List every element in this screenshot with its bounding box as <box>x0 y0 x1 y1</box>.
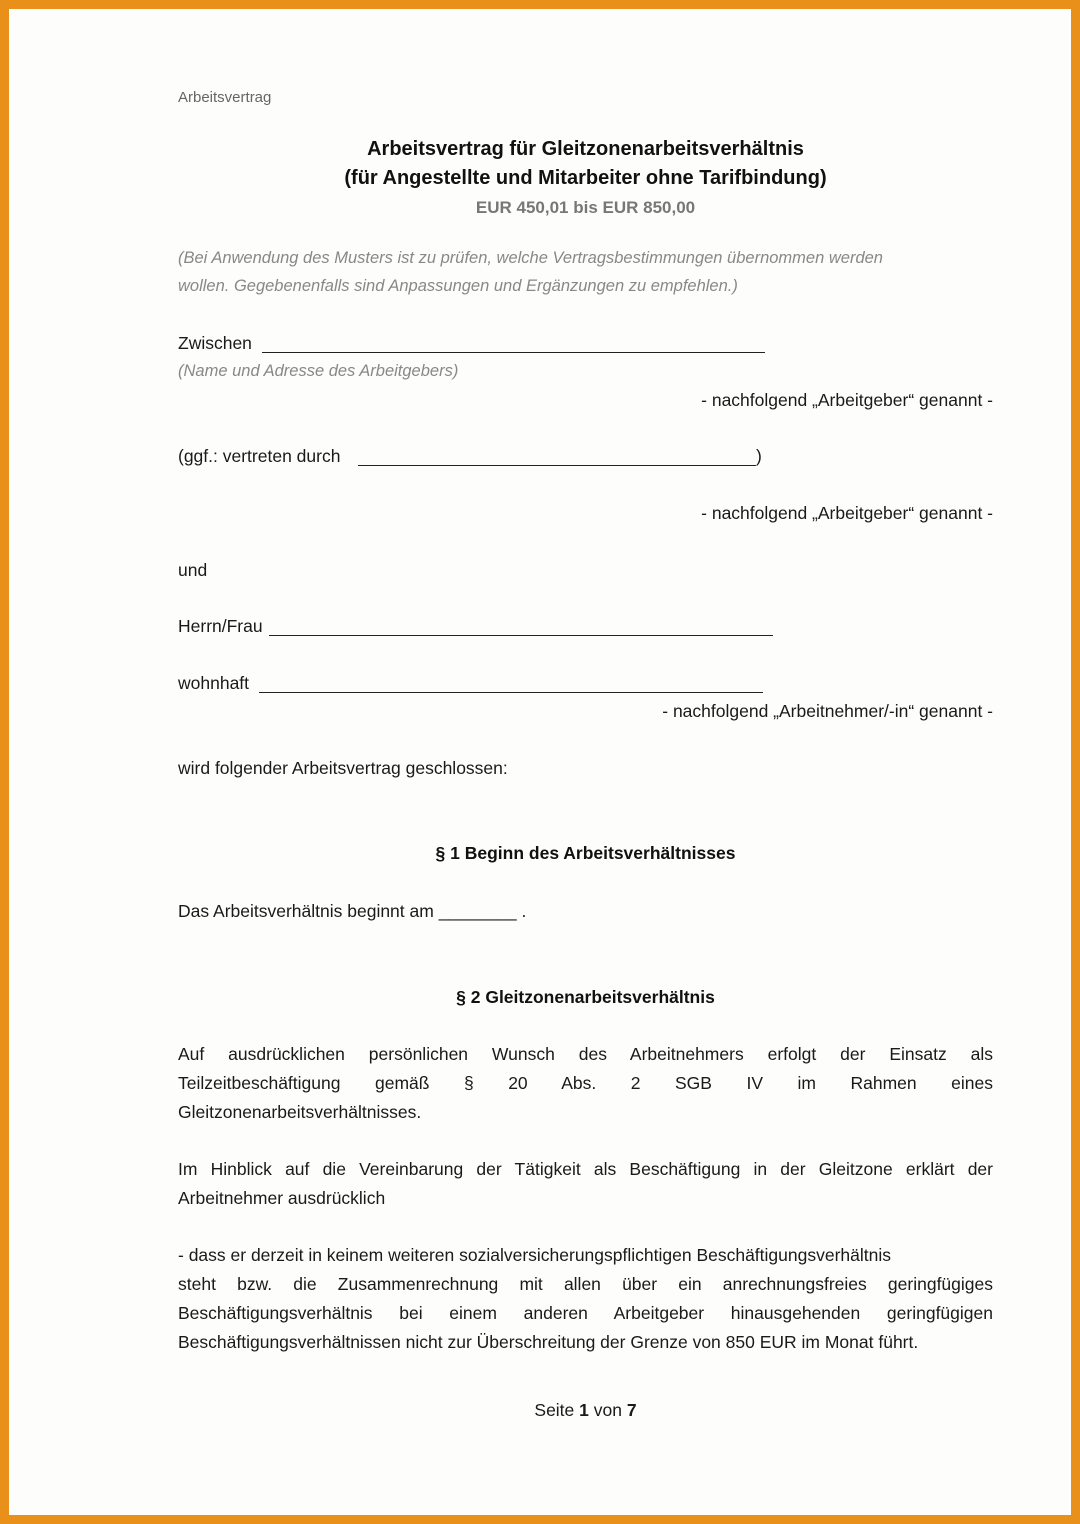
employer-named-2: - nachfolgend „Arbeitgeber“ genannt - <box>701 503 993 523</box>
footer-prefix: Seite <box>534 1400 575 1420</box>
contract-concluded-text: wird folgender Arbeitsvertrag geschlossen: <box>178 758 508 778</box>
employer-name-line[interactable] <box>262 352 765 353</box>
employer-hint: (Name und Adresse des Arbeitgebers) <box>178 362 459 380</box>
paragraph-line: Teilzeitbeschäftigung gemäß § 20 Abs. 2 SGB IV im Rahmen eines <box>178 1073 993 1093</box>
document-title-line1: Arbeitsvertrag für Gleitzonenarbeitsverhältnis <box>367 138 804 160</box>
section2-paragraph3 <box>178 1241 993 1357</box>
section2-heading: § 2 Gleitzonenarbeitsverhältnis <box>456 987 715 1007</box>
page-footer <box>178 1400 993 1421</box>
paragraph-line: - dass er derzeit in keinem weiteren sozialversicherungspflichtigen Beschäftigungsverhältnis <box>178 1245 891 1265</box>
employee-name-line[interactable] <box>269 635 773 636</box>
section2-paragraph1 <box>178 1040 993 1127</box>
section1-text <box>178 901 526 922</box>
paragraph-line: Auf ausdrücklichen persönlichen Wunsch des Arbeitnehmers erfolgt der Einsatz als <box>178 1044 993 1064</box>
employer-named-1: - nachfolgend „Arbeitgeber“ genannt - <box>701 390 993 410</box>
footer-total-pages: 7 <box>626 1400 637 1420</box>
header-label: Arbeitsvertrag <box>178 89 272 106</box>
paragraph-line: steht bzw. die Zusammenrechnung mit allen über ein anrechnungsfreies geringfügiges <box>178 1274 993 1294</box>
footer-current-page: 1 <box>579 1400 589 1420</box>
footer-middle: von <box>593 1400 622 1420</box>
residence-line[interactable] <box>259 692 763 693</box>
start-date-blank[interactable]: ________ <box>438 901 517 921</box>
representative-line[interactable] <box>358 465 756 466</box>
und-label: und <box>178 560 208 580</box>
section1-heading: § 1 Beginn des Arbeitsverhältnisses <box>435 843 736 863</box>
document-title-line2: (für Angestellte und Mitarbeiter ohne Tarifbindung) <box>344 167 827 189</box>
section1-sentence: Das Arbeitsverhältnis beginnt am <box>178 901 434 921</box>
zwischen-label: Zwischen <box>178 333 252 353</box>
paragraph-line: Beschäftigungsverhältnissen nicht zur Überschreitung der Grenze von 850 EUR im Monat führt. <box>178 1332 919 1352</box>
section1-period: . <box>521 901 527 921</box>
employee-named: - nachfolgend „Arbeitnehmer/-in“ genannt - <box>662 701 993 721</box>
paragraph-line: Gleitzonenarbeitsverhältnisses. <box>178 1102 422 1122</box>
usage-hint-line1: (Bei Anwendung des Musters ist zu prüfen, welche Vertragsbestimmungen übernommen werden <box>178 249 883 267</box>
paragraph-line: Beschäftigungsverhältnis bei einem anderen Arbeitgeber hinausgehenden geringfügigen <box>178 1303 993 1323</box>
usage-hint-line2: wollen. Gegebenenfalls sind Anpassungen und Ergänzungen zu empfehlen.) <box>178 277 738 295</box>
employee-salutation-label: Herrn/Frau <box>178 616 263 636</box>
residence-label: wohnhaft <box>178 673 250 693</box>
represented-close: ) <box>756 446 762 466</box>
section2-paragraph2 <box>178 1155 993 1213</box>
wage-range: EUR 450,01 bis EUR 850,00 <box>475 198 696 217</box>
paragraph-line: Im Hinblick auf die Vereinbarung der Tätigkeit als Beschäftigung in der Gleitzone erklärt der <box>178 1159 993 1179</box>
paragraph-line: Arbeitnehmer ausdrücklich <box>178 1188 386 1208</box>
represented-label: (ggf.: vertreten durch <box>178 446 341 466</box>
